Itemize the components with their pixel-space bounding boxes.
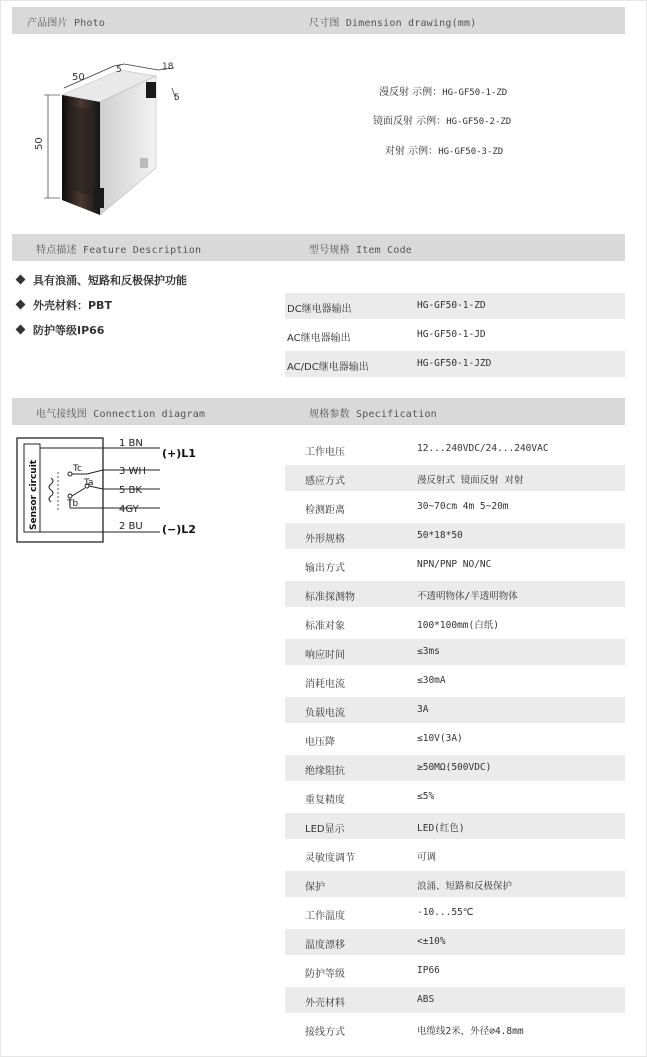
spec-name: 消耗电流 <box>305 679 345 690</box>
spec-name: 外形规格 <box>305 534 345 545</box>
spec-value: 可调 <box>417 852 437 863</box>
dim-50-top: 50 <box>72 72 85 83</box>
spec-name: 绝缘阻抗 <box>305 766 345 777</box>
spec-name: 工作温度 <box>305 911 345 922</box>
feature-itemcode-header <box>12 234 625 261</box>
spec-name: 接线方式 <box>305 1027 345 1038</box>
wire-label: 4GY <box>119 504 139 515</box>
spec-row <box>285 552 625 578</box>
table-row: AC继电器输出 HG-GF50-1-JD <box>287 329 486 344</box>
dim-18: 18 <box>162 62 174 72</box>
spec-row <box>285 668 625 694</box>
spec-name: 检测距离 <box>305 505 345 516</box>
spec-header-title: 规格参数 Specification <box>309 409 437 420</box>
spec-name: 保护 <box>305 882 325 893</box>
spec-row <box>285 784 625 810</box>
model-example-through-beam: 对射 示例：HG-GF50-3-ZD <box>385 146 504 157</box>
spec-value: ≤3ms <box>417 646 440 657</box>
connection-spec-header <box>12 398 625 425</box>
spec-name: 负载电流 <box>305 708 345 719</box>
wire-label: 3 WH <box>119 466 146 477</box>
product-photo <box>28 50 198 220</box>
table-row: DC继电器输出 HG-GF50-1-ZD <box>285 293 625 319</box>
spec-name: 感应方式 <box>305 476 345 487</box>
spec-row <box>285 726 625 752</box>
spec-row <box>285 1016 625 1042</box>
spec-value: 电缆线2米，外径∅4.8mm <box>417 1026 524 1037</box>
spec-row <box>285 929 625 955</box>
feature-item: 防护等级IP66 <box>17 322 104 338</box>
spec-row <box>285 639 625 665</box>
spec-row <box>285 465 625 491</box>
photo-header-title: 产品图片 Photo <box>27 18 106 29</box>
spec-row <box>285 958 625 984</box>
diamond-bullet-icon <box>16 275 26 285</box>
spec-row <box>285 523 625 549</box>
dim-5: 5 <box>116 65 122 75</box>
wire-label: 2 BU <box>119 521 143 532</box>
itemcode-header-title: 型号规格 Item Code <box>309 245 413 256</box>
terminal-l1: (+)L1 <box>162 447 196 460</box>
spec-row <box>285 987 625 1013</box>
model-example-diffuse: 漫反射 示例：HG-GF50-1-ZD <box>379 87 508 98</box>
spec-value: 100*100mm(白纸) <box>417 620 499 631</box>
contact-tc: Tc <box>73 464 82 474</box>
spec-value: ≤10V(3A) <box>417 733 463 744</box>
spec-value: 不透明物体/半透明物体 <box>417 591 518 602</box>
spec-value: 30~70cm 4m 5~20m <box>417 501 509 512</box>
spec-name: 标准对象 <box>305 621 345 632</box>
spec-row <box>285 813 625 839</box>
model-example-mirror: 镜面反射 示例：HG-GF50-2-ZD <box>373 116 512 127</box>
dim-5-side: 5 <box>174 93 180 103</box>
feature-item: 具有浪涌、短路和反极保护功能 <box>17 272 187 288</box>
spec-value: <±10% <box>417 936 446 947</box>
table-row: AC/DC继电器输出 HG-GF50-1-JZD <box>285 351 625 377</box>
spec-row <box>285 755 625 781</box>
spec-row <box>285 436 625 462</box>
feature-item: 外壳材料：PBT <box>17 297 112 313</box>
spec-row <box>285 842 625 868</box>
wire-label: 5 BK <box>119 485 142 496</box>
contact-tb: Tb <box>67 499 79 509</box>
spec-name: 温度漂移 <box>305 940 345 951</box>
spec-value: IP66 <box>417 965 440 976</box>
spec-value: ≤30mA <box>417 675 446 686</box>
wire-label: 1 BN <box>119 438 143 449</box>
spec-value: 12...240VDC/24...240VAC <box>417 443 549 454</box>
spec-name: 工作电压 <box>305 447 345 458</box>
spec-name: 响应时间 <box>305 650 345 661</box>
connection-diagram <box>15 436 215 548</box>
diamond-bullet-icon <box>16 300 26 310</box>
diamond-bullet-icon <box>16 325 26 335</box>
spec-name: 灵敏度调节 <box>305 853 355 864</box>
spec-value: NPN/PNP NO/NC <box>417 559 492 570</box>
contact-ta: Ta <box>84 478 94 488</box>
spec-value: -10...55℃ <box>417 907 474 918</box>
spec-row <box>285 494 625 520</box>
spec-value: 50*18*50 <box>417 530 463 541</box>
spec-value: ABS <box>417 994 435 1005</box>
spec-row <box>285 900 625 926</box>
spec-name: LED显示 <box>305 824 345 835</box>
spec-row <box>285 697 625 723</box>
spec-row <box>285 610 625 636</box>
spec-value: 浪涌、短路和反极保护 <box>417 881 513 892</box>
spec-name: 输出方式 <box>305 563 345 574</box>
spec-value: 漫反射式 镜面反射 对射 <box>417 475 524 486</box>
spec-name: 重复精度 <box>305 795 345 806</box>
connection-header-title: 电气接线图 Connection diagram <box>36 409 206 420</box>
spec-name: 标准探测物 <box>305 592 355 603</box>
sensor-circuit-label: Sensor circuit <box>29 459 39 530</box>
feature-header-title: 特点描述 Feature Description <box>36 245 202 256</box>
dimension-header-title: 尺寸图 Dimension drawing(mm) <box>309 18 477 29</box>
photo-dimension-header <box>12 7 625 34</box>
spec-value: ≥50MΩ(500VDC) <box>417 762 492 773</box>
terminal-l2: (−)L2 <box>162 523 196 536</box>
dim-50-left: 50 <box>34 137 45 150</box>
spec-row <box>285 581 625 607</box>
spec-row <box>285 871 625 897</box>
spec-name: 外壳材料 <box>305 998 345 1009</box>
spec-name: 防护等级 <box>305 969 345 980</box>
spec-name: 电压降 <box>305 737 335 748</box>
spec-value: LED(红色) <box>417 823 465 834</box>
spec-value: ≤5% <box>417 791 435 802</box>
spec-value: 3A <box>417 704 429 715</box>
